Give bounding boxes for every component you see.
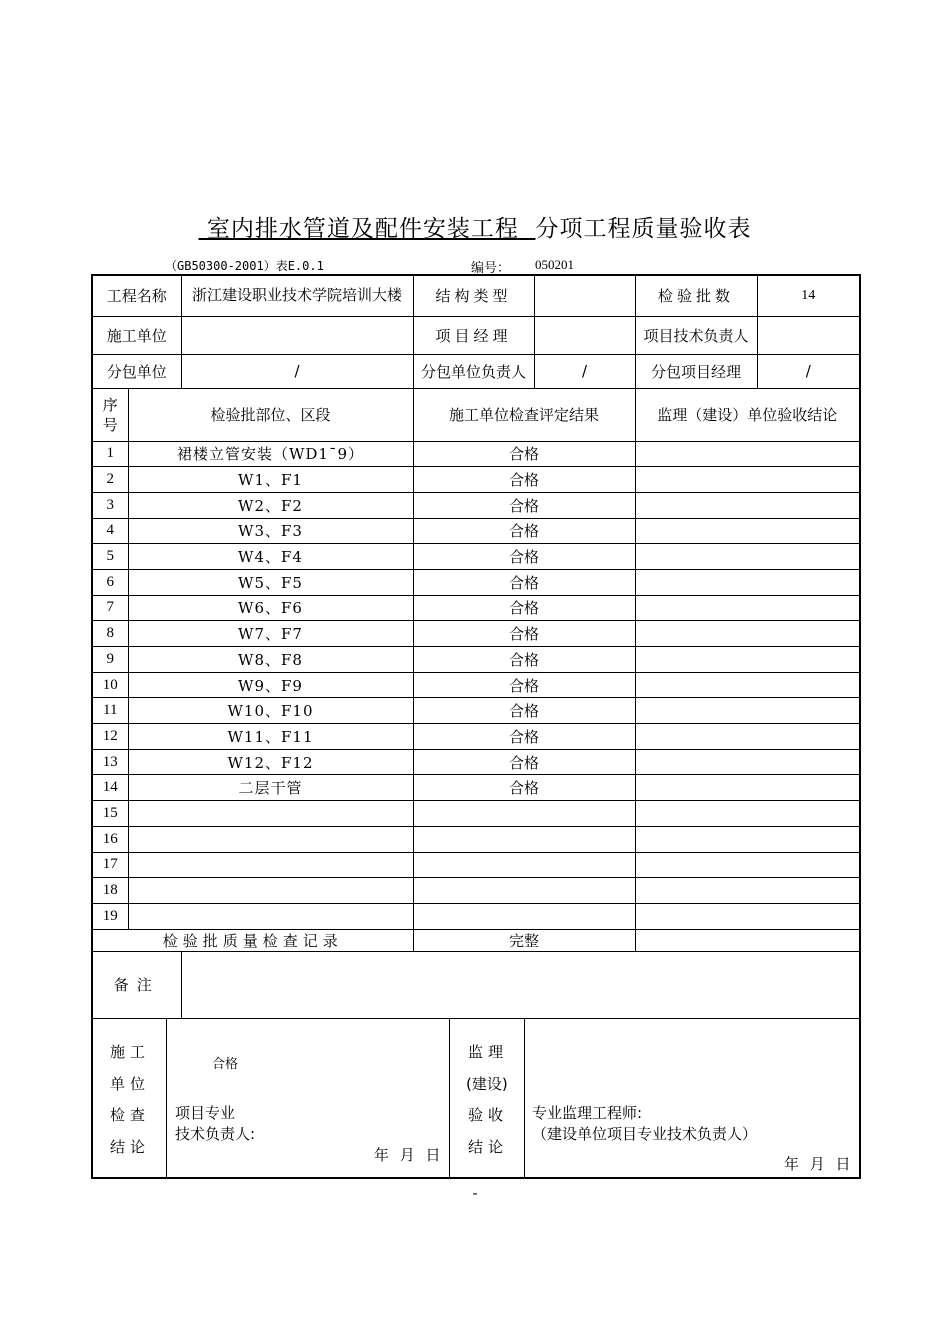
- row-location: W7、F7: [128, 621, 413, 647]
- row-seq: 14: [92, 775, 128, 801]
- row-conclusion: [635, 544, 860, 570]
- project-name-label: 工程名称: [92, 275, 181, 316]
- tech-lead-label: 项目技术负责人: [635, 316, 757, 354]
- row-seq: 2: [92, 467, 128, 493]
- table-row: [92, 698, 860, 724]
- row-result: 合格: [413, 647, 635, 673]
- row-seq: 6: [92, 569, 128, 595]
- row-seq: 13: [92, 749, 128, 775]
- constructor-label-2: 单位: [110, 1074, 151, 1093]
- row-conclusion: [635, 441, 860, 467]
- table-row: [92, 749, 860, 775]
- supervisor-label-1: 监理: [468, 1042, 509, 1061]
- row-location: [128, 903, 413, 929]
- sub-manager-label: 分包项目经理: [635, 354, 757, 388]
- row-result: 合格: [413, 698, 635, 724]
- col-location-header: 检验批部位、区段: [128, 388, 413, 441]
- col-result-header: 施工单位检查评定结果: [413, 388, 635, 441]
- row-result: 合格: [413, 749, 635, 775]
- row-result: 合格: [413, 775, 635, 801]
- row-conclusion: [635, 492, 860, 518]
- row-conclusion: [635, 595, 860, 621]
- row-result: 合格: [413, 621, 635, 647]
- row-result: 合格: [413, 441, 635, 467]
- table-row: [92, 801, 860, 827]
- project-manager-value: [534, 316, 635, 354]
- row-location: [128, 801, 413, 827]
- inspection-form: [91, 274, 861, 1179]
- project-manager-label: 项目经理: [413, 316, 534, 354]
- row-result: [413, 852, 635, 878]
- row-location: W12、F12: [128, 749, 413, 775]
- row-location: W8、F8: [128, 647, 413, 673]
- row-seq: 12: [92, 724, 128, 750]
- standard-ref: （GB50300-2001）表E.0.1: [165, 259, 324, 273]
- row-seq: 5: [92, 544, 128, 570]
- record-conclusion: [635, 929, 860, 951]
- row-location: 二层干管: [128, 775, 413, 801]
- sub-lead-label: 分包单位负责人: [413, 354, 534, 388]
- row-seq: 10: [92, 672, 128, 698]
- row-location: [128, 878, 413, 904]
- row-seq: 19: [92, 903, 128, 929]
- table-row: [92, 878, 860, 904]
- row-conclusion: [635, 569, 860, 595]
- row-conclusion: [635, 467, 860, 493]
- row-seq: 16: [92, 826, 128, 852]
- structure-type-value: [534, 275, 635, 316]
- subcontractor-value: /: [181, 354, 413, 388]
- row-seq: 8: [92, 621, 128, 647]
- row-location: W3、F3: [128, 518, 413, 544]
- row-location: W2、F2: [128, 492, 413, 518]
- row-conclusion: [635, 698, 860, 724]
- table-row: [92, 903, 860, 929]
- title-project: 室内排水管道及配件安装工程: [198, 216, 536, 242]
- row-conclusion: [635, 672, 860, 698]
- row-location: W5、F5: [128, 569, 413, 595]
- row-result: 合格: [413, 518, 635, 544]
- tech-lead-value: [757, 316, 860, 354]
- subcontractor-label: 分包单位: [92, 354, 181, 388]
- row-result: 合格: [413, 544, 635, 570]
- batch-count-label: 检验批数: [635, 275, 757, 316]
- table-row: [92, 826, 860, 852]
- row-location: W9、F9: [128, 672, 413, 698]
- row-location: W4、F4: [128, 544, 413, 570]
- supervisor-label-4: 结论: [468, 1137, 509, 1156]
- constructor-label-4: 结论: [110, 1137, 151, 1156]
- page-title: [0, 210, 950, 243]
- col-conclusion-header: 监理（建设）单位验收结论: [635, 388, 860, 441]
- supervisor-signer-line2: （建设单位项目专业技术负责人）: [532, 1124, 758, 1143]
- row-result: [413, 878, 635, 904]
- row-seq: 7: [92, 595, 128, 621]
- table-row: [92, 544, 860, 570]
- row-conclusion: [635, 775, 860, 801]
- table-row: [92, 492, 860, 518]
- table-row: [92, 467, 860, 493]
- row-result: 合格: [413, 492, 635, 518]
- row-location: W1、F1: [128, 467, 413, 493]
- row-conclusion: [635, 724, 860, 750]
- supervisor-date: 年 月 日: [784, 1154, 854, 1173]
- row-seq: 15: [92, 801, 128, 827]
- row-conclusion: [635, 621, 860, 647]
- table-row: [92, 518, 860, 544]
- row-seq: 1: [92, 441, 128, 467]
- constructor-signoff-label: [93, 1019, 167, 1177]
- code-value: 050201: [535, 257, 574, 272]
- row-location: [128, 826, 413, 852]
- constructor-date: 年 月 日: [374, 1145, 444, 1164]
- record-label: 检验批质量检查记录: [92, 929, 413, 951]
- row-conclusion: [635, 801, 860, 827]
- signoff-section: [92, 1018, 860, 1178]
- row-conclusion: [635, 518, 860, 544]
- table-row: [92, 647, 860, 673]
- page-mark: -: [472, 1186, 478, 1202]
- row-result: 合格: [413, 595, 635, 621]
- table-row: [92, 569, 860, 595]
- row-location: W10、F10: [128, 698, 413, 724]
- row-conclusion: [635, 878, 860, 904]
- row-result: [413, 826, 635, 852]
- remarks-label: 备注: [92, 951, 181, 1018]
- sub-manager-value: /: [757, 354, 860, 388]
- row-conclusion: [635, 903, 860, 929]
- table-row: [92, 724, 860, 750]
- remarks-value: [181, 951, 860, 1018]
- title-suffix: 分项工程质量验收表: [535, 216, 752, 242]
- table-row: [92, 775, 860, 801]
- row-location: [128, 852, 413, 878]
- row-conclusion: [635, 852, 860, 878]
- table-row: [92, 595, 860, 621]
- row-conclusion: [635, 826, 860, 852]
- row-result: [413, 903, 635, 929]
- table-row: [92, 672, 860, 698]
- row-seq: 18: [92, 878, 128, 904]
- supervisor-signoff-label: [449, 1019, 525, 1177]
- row-result: 合格: [413, 672, 635, 698]
- row-result: 合格: [413, 569, 635, 595]
- inspection-rows: [92, 441, 860, 929]
- col-seq-header: 序号: [92, 388, 128, 441]
- supervisor-label-3: 验收: [468, 1105, 509, 1124]
- constructor-signer-line2: 技术负责人:: [175, 1124, 256, 1143]
- row-result: [413, 801, 635, 827]
- row-location: W11、F11: [128, 724, 413, 750]
- row-seq: 17: [92, 852, 128, 878]
- constructor-conclusion: 合格: [212, 1056, 239, 1072]
- sub-lead-value: /: [534, 354, 635, 388]
- row-seq: 4: [92, 518, 128, 544]
- row-conclusion: [635, 749, 860, 775]
- row-location: 裙楼立管安装（WD1¯9）: [128, 441, 413, 467]
- constructor-label-1: 施工: [110, 1042, 151, 1061]
- supervisor-signer-line1: 专业监理工程师:: [532, 1103, 643, 1122]
- table-row: [92, 852, 860, 878]
- constructor-label: 施工单位: [92, 316, 181, 354]
- constructor-label-3: 检查: [110, 1105, 151, 1124]
- code-label: 编号：: [471, 261, 511, 276]
- row-seq: 9: [92, 647, 128, 673]
- batch-count-value: 14: [757, 275, 860, 316]
- row-location: W6、F6: [128, 595, 413, 621]
- row-conclusion: [635, 647, 860, 673]
- record-value: 完整: [413, 929, 635, 951]
- row-result: 合格: [413, 467, 635, 493]
- supervisor-label-2: (建设): [466, 1074, 508, 1093]
- project-name-value: 浙江建设职业技术学院培训大楼: [181, 275, 413, 316]
- row-seq: 3: [92, 492, 128, 518]
- constructor-signer-line1: 项目专业: [175, 1103, 236, 1122]
- table-row: [92, 621, 860, 647]
- row-result: 合格: [413, 724, 635, 750]
- constructor-value: [181, 316, 413, 354]
- structure-type-label: 结构类型: [413, 275, 534, 316]
- table-row: [92, 441, 860, 467]
- row-seq: 11: [92, 698, 128, 724]
